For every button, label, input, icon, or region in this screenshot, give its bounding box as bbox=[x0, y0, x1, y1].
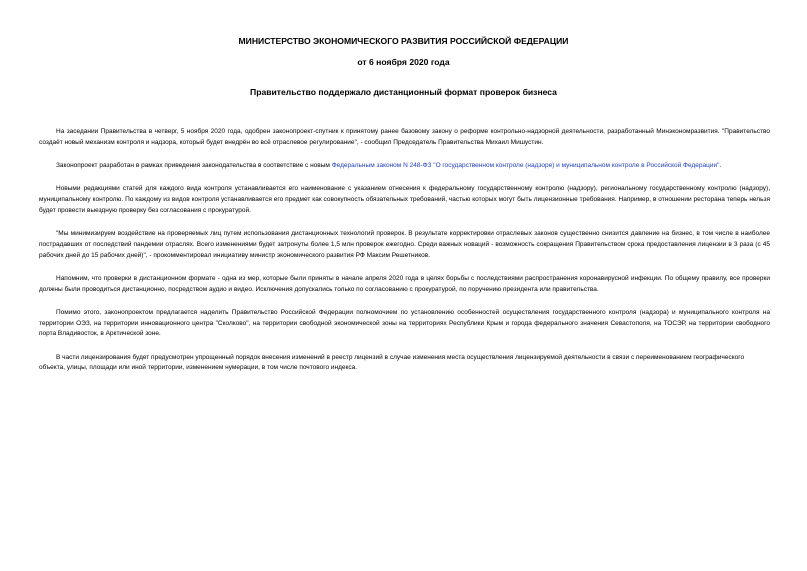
paragraph-licensing: В части лицензирования будет предусмотрен упрощенный порядок внесения изменений в реестр лицензий в случае изменения места осуществления лицензируемой деятельности в связи с переименованием географического объекта, улицы, площади или иной территории, изменением нумерации, в том числе почтового индекса. bbox=[39, 353, 745, 372]
paragraph-remote-checks: Напомним, что проверки в дистанционном формате - одна из мер, которые были приняты в начале апреля 2020 года в целях борьбы с последствиями распространения коронавирусной инфекции. По общему правилу, все проверки должны были проводиться дистанционно, посредством аудио и видео. Исключения допускались только по согласованию с прокуратурой, по поручению президента или правительства. bbox=[39, 274, 770, 293]
ministry-heading: МИНИСТЕРСТВО ЭКОНОМИЧЕСКОГО РАЗВИТИЯ РОССИЙСКОЙ ФЕДЕРАЦИИ bbox=[238, 36, 569, 46]
document-body bbox=[39, 127, 770, 386]
federal-law-248-link[interactable]: Федеральным законом N 248-ФЗ "О государственном контроле (надзоре) и муниципальном контроле в Российской Федерации" bbox=[331, 161, 720, 169]
paragraph-minister-quote: "Мы минимизируем воздействие на проверяемых лиц путем использования дистанционных технологий проверок. В результате корректировки отраслевых законов существенно снизится давление на бизнес, в том числе в наиболее пострадавших от последствий пандемии отраслях. Всего изменениями будет затронуты более 1,5 млн проверок ежегодно. Среди важных новаций - возможность сокращения Правительством срока предоставления лицензии в 3 раза (с 45 рабочих дней до 15 рабочих дней)", - прокомментировал инициативу министр экономического развития РФ Максим Решетников. bbox=[39, 229, 770, 259]
paragraph-control-types: Новыми редакциями статей для каждого вида контроля устанавливается его наименование с указанием отнесения к федеральному государственному контролю (надзору), региональному государственному контролю (надзору), муниципальному контролю. По каждому из видов контроля устанавливается его предмет как совокупность обязательных требований, частью которых могут быть лицензионные требования. Например, в отношении ресторана теперь нельзя будет провести выездную проверку без согласования с прокуратурой. bbox=[39, 185, 770, 214]
paragraph-federal-law-end: . bbox=[719, 161, 722, 169]
document-title: Правительство поддержало дистанционный формат проверок бизнеса bbox=[250, 87, 557, 97]
paragraph-meeting: На заседании Правительства в четверг, 5 ноября 2020 года, одобрен законопроект-спутник к принятому ранее базовому закону о реформе контрольно-надзорной деятельности, разработанный Минэкономразвития. "Правительство создаёт новый механизм контроля и надзора, который будет внедрён во всё отраслевое регулирование", - сообщил Председатель Правительства Михаил Мишустин. bbox=[39, 128, 770, 146]
paragraph-federal-law bbox=[39, 161, 770, 172]
document-date: от 6 ноября 2020 года bbox=[357, 57, 450, 67]
paragraph-special-territories: Помимо этого, законопроектом предлагается наделить Правительство Российской Федерации полномочием по установлению особенностей осуществления государственного контроля (надзора) и муниципального контроля на территории ОЭЗ, на территории инновационного центра "Сколково", на территории свободной экономической зоны на территориях Республики Крым и города федерального значения Севастополя, на ТОСЭР, на территории свободного порта Владивосток, в Арктической зоне. bbox=[39, 308, 770, 338]
paragraph-federal-law-text: Законопроект разработан в рамках приведения законодательства в соответствие с новым bbox=[56, 161, 332, 169]
